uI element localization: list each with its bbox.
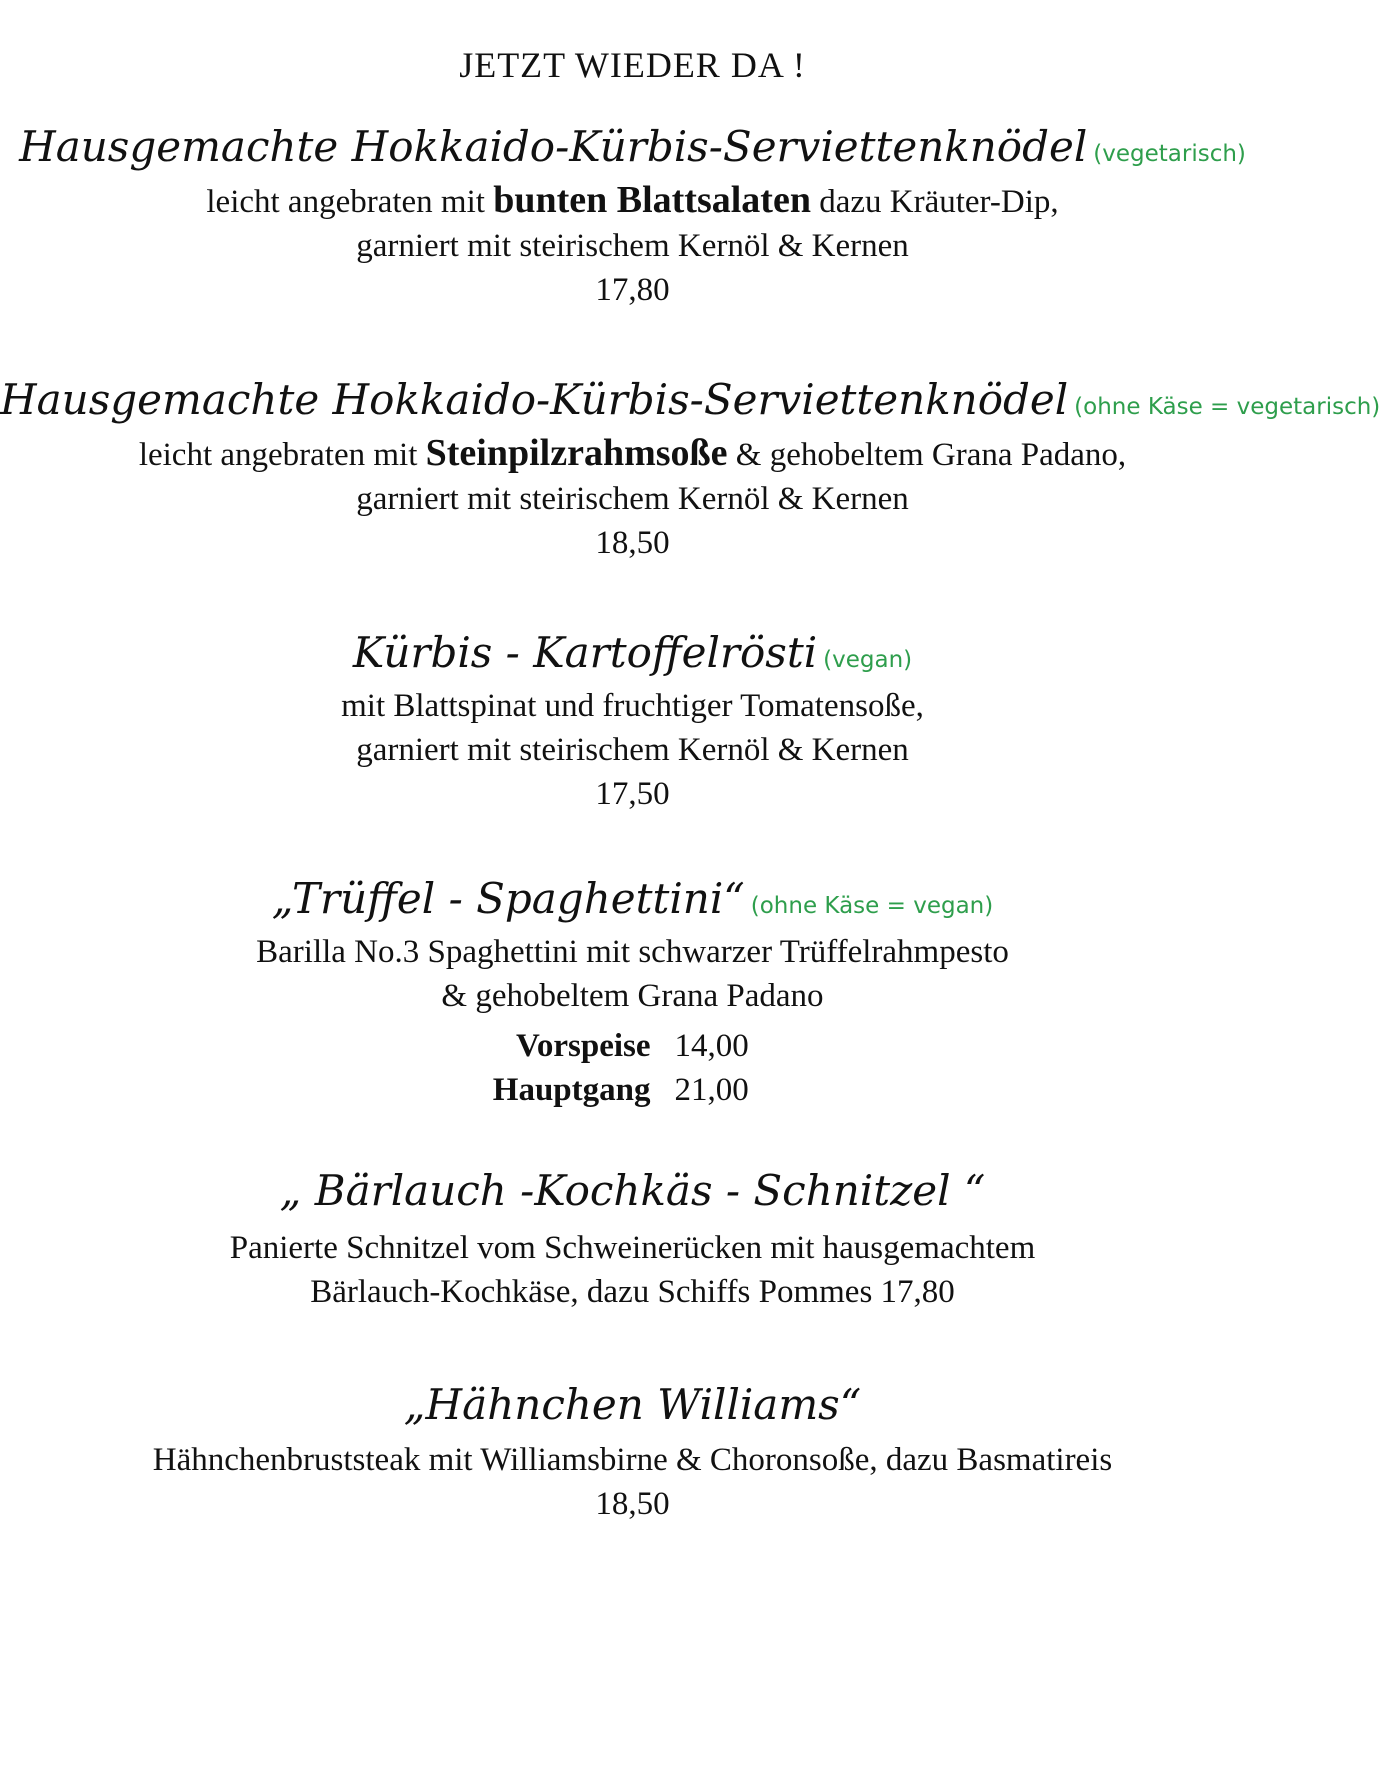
dish-title-text: Hausgemachte Hokkaido-Kürbis-Serviettenknödel (19, 122, 1088, 171)
desc-highlight: bunten Blattsalaten (493, 179, 811, 222)
price-value: 21,00 (674, 1072, 749, 1109)
dish-price: 17,50 (595, 776, 670, 813)
dish-6 (0, 1380, 1265, 1526)
price-label: Hauptgang (492, 1072, 651, 1109)
dish-title (0, 122, 1265, 172)
price-row-main (0, 1068, 1265, 1112)
dish-description (0, 178, 1265, 224)
diet-tag: (vegan) (823, 647, 913, 673)
dish-description-line-2: garniert mit steirischem Kernöl & Kernen (356, 228, 909, 265)
dish-4 (0, 874, 1265, 1112)
price-table (0, 1024, 1265, 1112)
dish-title (0, 628, 1265, 678)
dish-price: 18,50 (595, 525, 670, 562)
dish-description: Barilla No.3 Spaghettini mit schwarzer Trüffelrahmpesto (256, 934, 1009, 971)
dish-3 (0, 628, 1265, 816)
dish-description-line-2: Bärlauch-Kochkäse, dazu Schiffs Pommes 17,80 (310, 1274, 955, 1311)
dish-description-line-2: garniert mit steirischem Kernöl & Kernen (356, 481, 909, 518)
price-label: Vorspeise (516, 1028, 651, 1065)
dish-1 (0, 122, 1265, 312)
diet-tag: (ohne Käse = vegan) (750, 893, 994, 919)
dish-title (0, 874, 1265, 924)
dish-title: „Hähnchen Williams“ (403, 1380, 862, 1429)
dish-title (0, 375, 1380, 425)
dish-title-text: Hausgemachte Hokkaido-Kürbis-Serviettenknödel (0, 375, 1069, 424)
desc-text: leicht angebraten mit (206, 184, 494, 221)
dish-title: „ Bärlauch -Kochkäs - Schnitzel “ (279, 1166, 986, 1215)
dish-price: 17,80 (595, 272, 670, 309)
desc-text: & gehobeltem Grana Padano, (727, 437, 1127, 474)
dish-description-line-2: & gehobeltem Grana Padano (441, 978, 824, 1015)
dish-description-line-2: garniert mit steirischem Kernöl & Kernen (356, 732, 909, 769)
dish-description: Panierte Schnitzel vom Schweinerücken mit hausgemachtem (229, 1230, 1036, 1267)
dish-2 (0, 375, 1380, 565)
dish-description: Hähnchenbruststeak mit Williamsbirne & Choronsoße, dazu Basmatireis (152, 1442, 1113, 1479)
price-row-starter (0, 1024, 1265, 1068)
price-value: 14,00 (674, 1028, 749, 1065)
desc-text: leicht angebraten mit (138, 437, 426, 474)
diet-tag: (vegetarisch) (1093, 141, 1246, 167)
dish-description: mit Blattspinat und fruchtiger Tomatensoße, (341, 688, 924, 725)
diet-tag: (ohne Käse = vegetarisch) (1074, 394, 1380, 420)
dish-description (0, 431, 1265, 477)
desc-highlight: Steinpilzrahmsoße (425, 432, 728, 475)
dish-title-text: „Trüffel - Spaghettini“ (271, 874, 745, 923)
dish-title-text: Kürbis - Kartoffelrösti (352, 628, 818, 677)
dish-price: 18,50 (595, 1486, 670, 1523)
dish-5 (0, 1166, 1265, 1314)
page-headline: JETZT WIEDER DA ! (459, 45, 806, 85)
desc-text: dazu Kräuter-Dip, (810, 184, 1059, 221)
